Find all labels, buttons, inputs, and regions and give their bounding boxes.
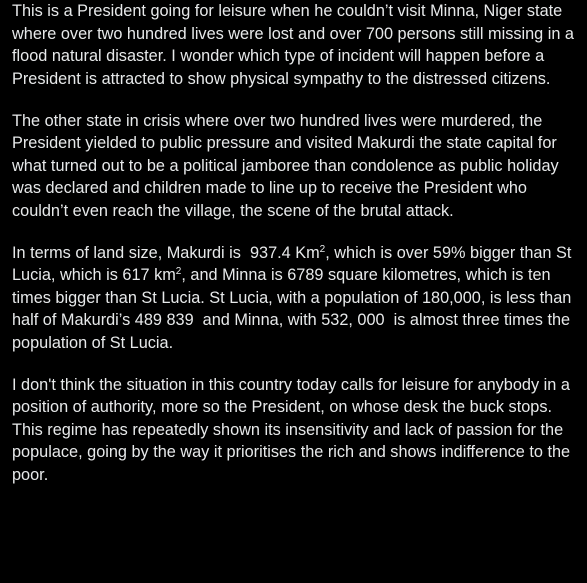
- paragraph-3-part-b: , which is over 59% bigger than St Lucia, which is 617 km: [12, 243, 572, 284]
- paragraph-3: [12, 242, 584, 355]
- paragraph-3-part-c: , and Minna is 6789 square kilometres, which is ten times bigger than St Lucia. St Lucia, with a population of 180,000, is less than half of Makurdi’s 489 839 and Minna, with 532, 000 is almost three times the population of St Lucia.: [12, 266, 572, 352]
- paragraph-3-part-a: In terms of land size, Makurdi is 937.4 Km: [12, 243, 320, 262]
- superscript-squared: 2: [175, 266, 182, 277]
- post-body: [12, 0, 584, 506]
- paragraph-1: This is a President going for leisure when he couldn’t visit Minna, Niger state where over two hundred lives were lost and over 700 persons still missing in a flood natural disaster. I wonder which type of incident will happen before a President is attracted to show physical sympathy to the distressed citizens.: [12, 2, 574, 88]
- paragraph-4: I don't think the situation in this country today calls for leisure for anybody in a position of authority, more so the President, on whose desk the buck stops. This regime has repeatedly shown its insensitivity and lack of passion for the populace, going by the way it prioritises the rich and shows indifference to the poor.: [12, 375, 571, 484]
- superscript-squared: 2: [319, 243, 326, 255]
- paragraph-2: The other state in crisis where over two hundred lives were murdered, the President yielded to public pressure and visited Makurdi the state capital for what turned out to be a political jamboree than condolence as public holiday was declared and children made to line up to receive the President who couldn’t even reach the village, the scene of the brutal attack.: [12, 111, 559, 220]
